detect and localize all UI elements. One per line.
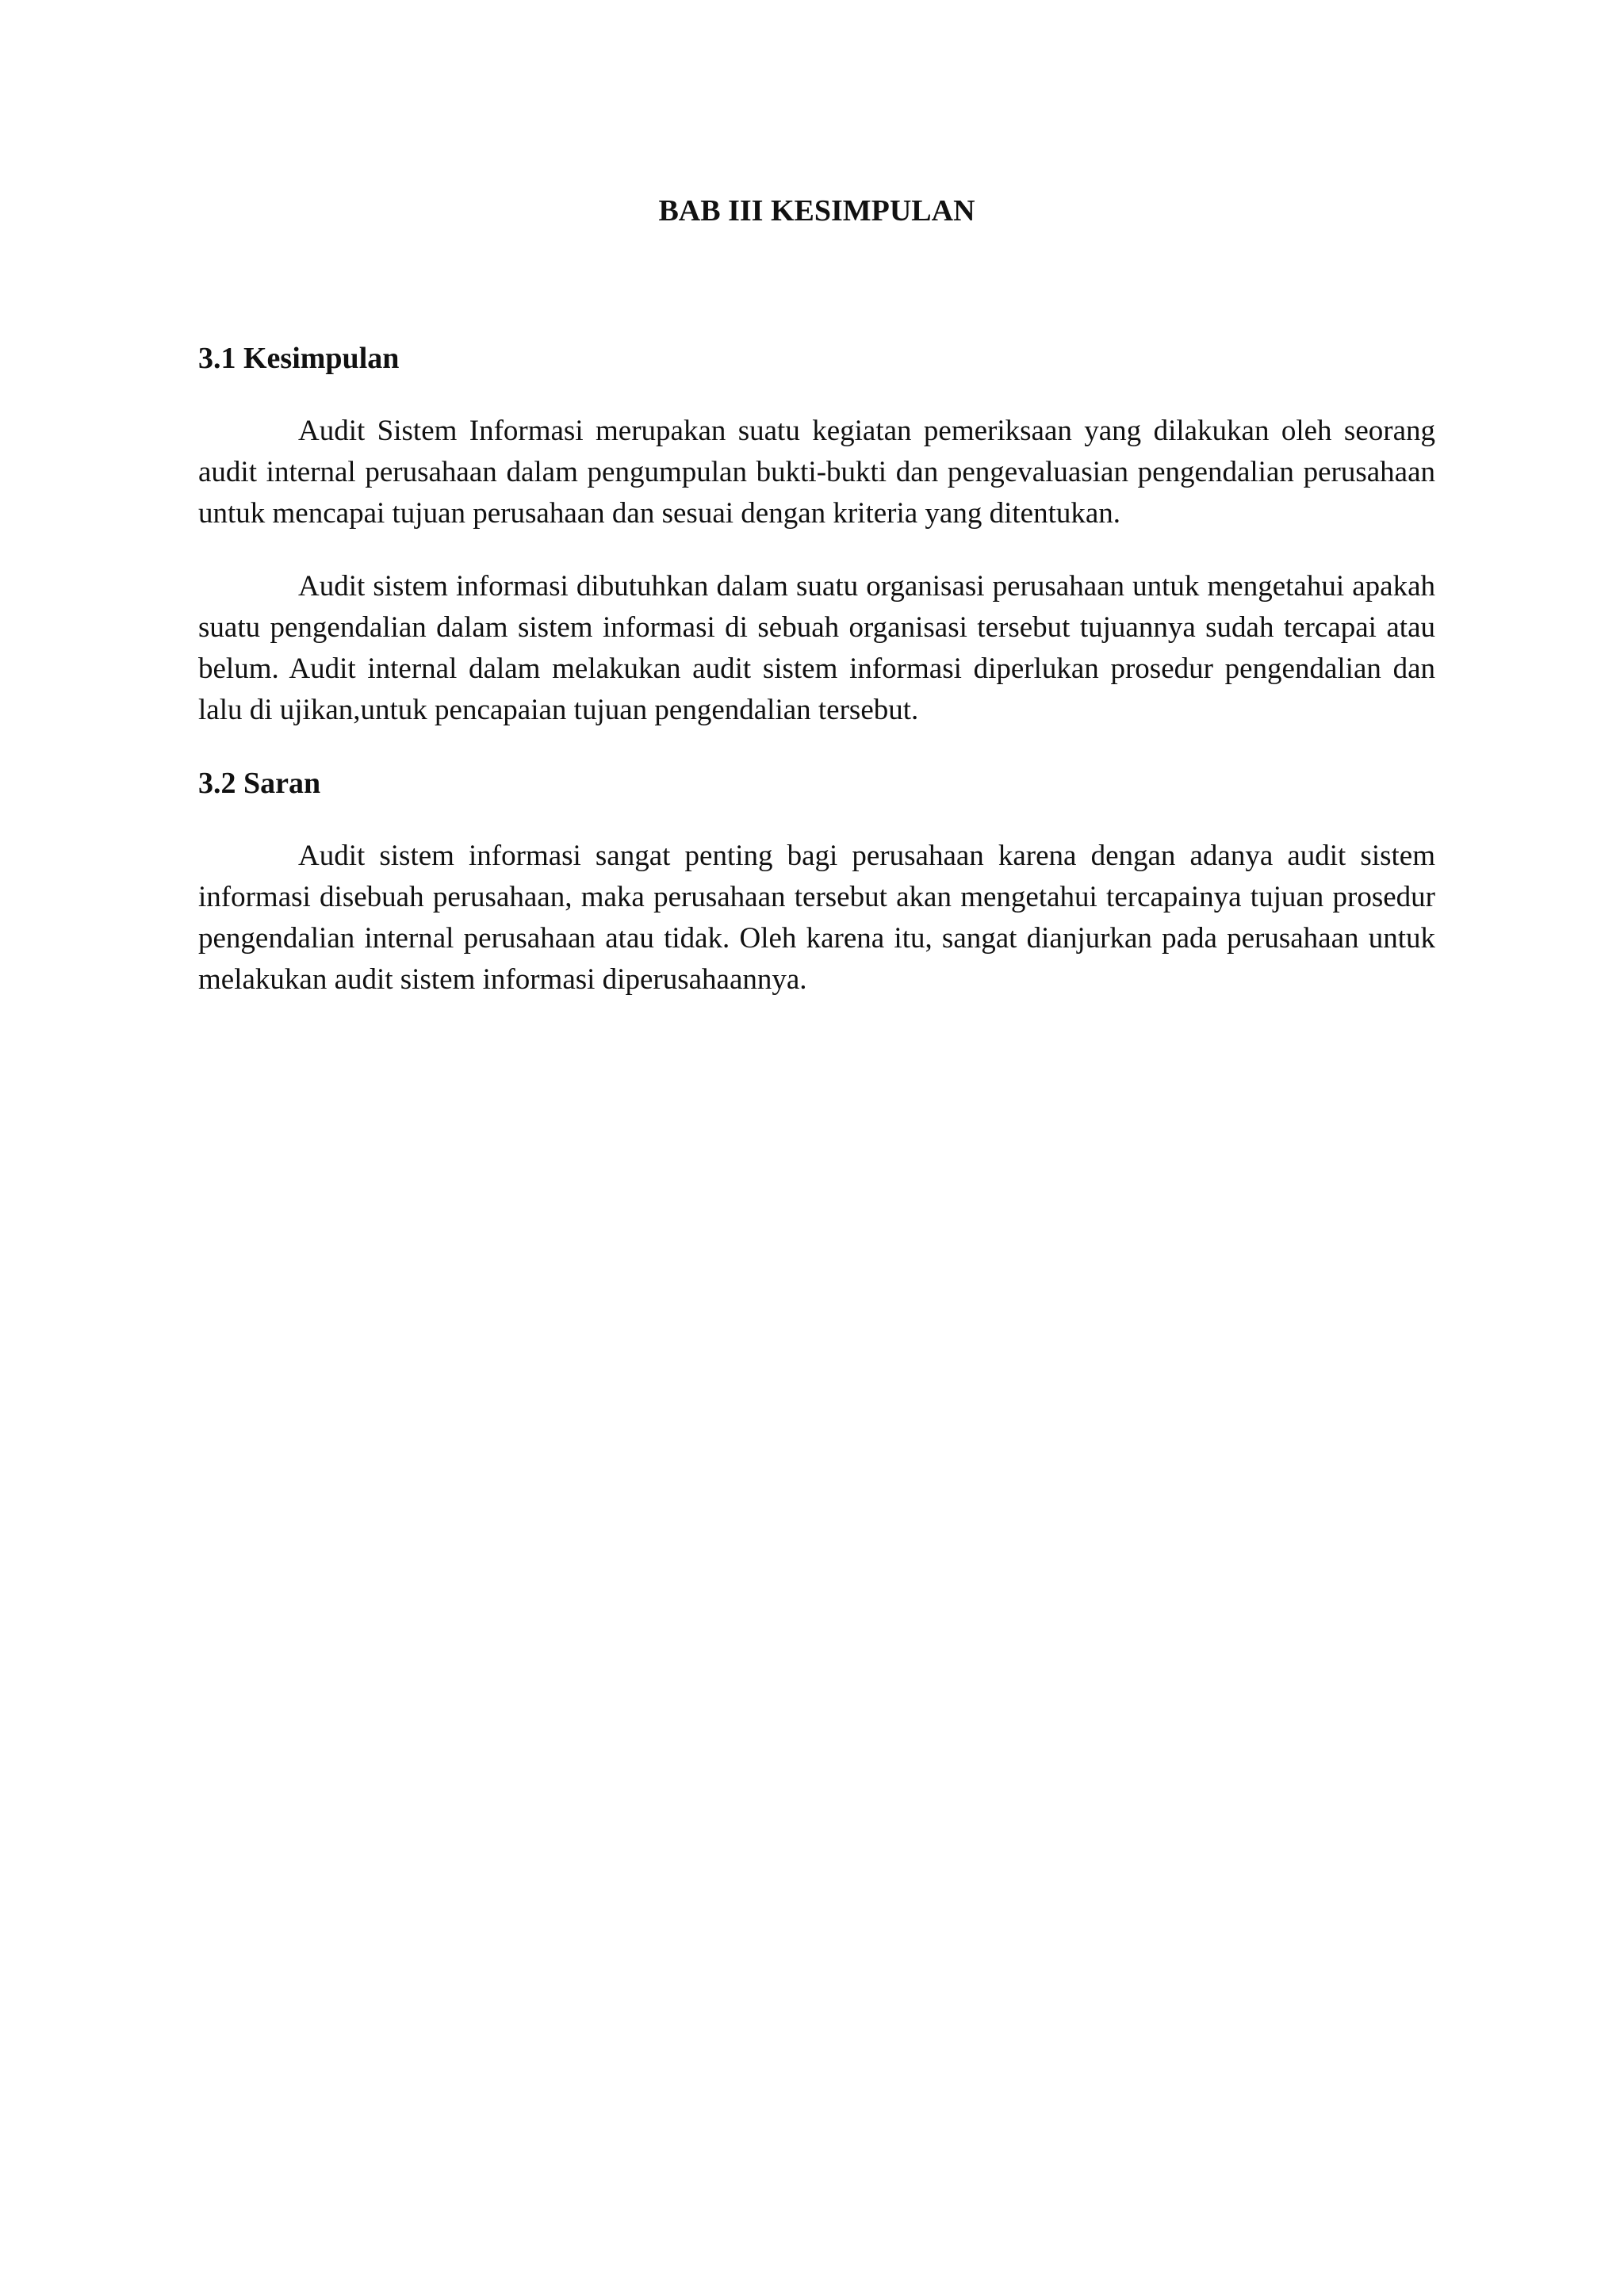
- page-content: [198, 190, 1435, 1001]
- paragraph: Audit sistem informasi sangat penting bagi perusahaan karena dengan adanya audit sistem informasi disebuah perusahaan, maka perusahaan tersebut akan mengetahui tercapainya tujuan prosedur pengendalian internal perusahaan atau tidak. Oleh karena itu, sangat dianjurkan pada perusahaan untuk melakukan audit sistem informasi diperusahaannya.: [198, 840, 1435, 996]
- paragraph: Audit sistem informasi dibutuhkan dalam suatu organisasi perusahaan untuk mengetahui apakah suatu pengendalian dalam sistem informasi di sebuah organisasi tersebut tujuannya sudah tercapai atau belum. Audit internal dalam melakukan audit sistem informasi diperlukan prosedur pengendalian dan lalu di ujikan,untuk pencapaian tujuan pengendalian tersebut.: [198, 570, 1435, 726]
- paragraph: Audit Sistem Informasi merupakan suatu kegiatan pemeriksaan yang dilakukan oleh seorang audit internal perusahaan dalam pengumpulan bukti-bukti dan pengevaluasian pengendalian perusahaan untuk mencapai tujuan perusahaan dan sesuai dengan kriteria yang ditentukan.: [198, 415, 1435, 530]
- section-heading-kesimpulan: 3.1 Kesimpulan: [198, 342, 400, 375]
- section-heading-saran: 3.2 Saran: [198, 767, 321, 800]
- chapter-title: BAB III KESIMPULAN: [658, 194, 975, 228]
